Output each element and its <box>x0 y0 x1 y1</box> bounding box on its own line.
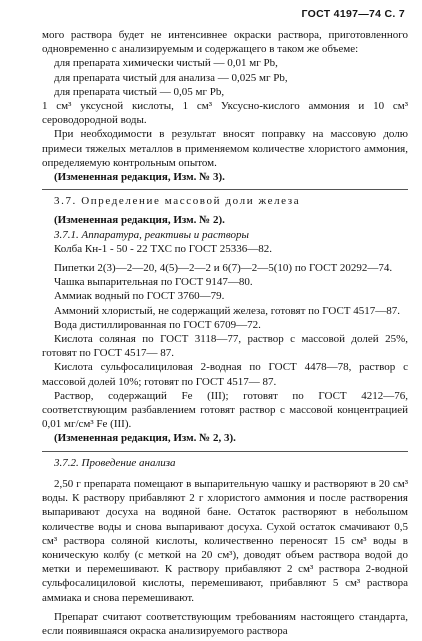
list-item-pure: для препарата чистый — 0,05 мг Pb, <box>54 85 225 98</box>
amendment-note-2: (Измененная редакция, Изм. № 2). <box>54 214 225 227</box>
item-iron-solution: Раствор, содержащий Fe (III); готовят по ГОСТ 4212—76, соответствующим разбавлением готовят раствор с массовой концентрацией 0,01 мг/см³ Fe (III). <box>42 389 408 431</box>
paragraph-continuation: мого раствора будет не интенсивнее окраски раствора, приготовленного одновременно с анализируемым и содержащего в таком же объеме: <box>42 29 408 56</box>
section-divider-2 <box>42 451 408 452</box>
item-hydrochloric-acid: Кислота соляная по ГОСТ 3118—77, раствор с массовой долей 25%, готовят по ГОСТ 4517— 87. <box>42 333 408 360</box>
paragraph-conclusion: Препарат считают соответствующим требованиям настоящего стандарта, если появившаяся окраска анализируемого раствора <box>42 610 408 637</box>
subsection-heading-apparatus: 3.7.1. Аппаратура, реактивы и растворы <box>54 228 249 241</box>
page-header: ГОСТ 4197—74 С. 7 <box>301 8 405 20</box>
document-body <box>42 28 408 638</box>
item-ammonia: Аммиак водный по ГОСТ 3760—79. <box>54 290 225 303</box>
item-evaporating-dish: Чашка выпарительная по ГОСТ 9147—80. <box>54 276 253 289</box>
section-heading-iron: 3.7. Определение массовой доли железа <box>54 195 301 208</box>
amendment-note-3: (Измененная редакция, Изм. № 3). <box>54 171 225 184</box>
list-item-chemically-pure: для препарата химически чистый — 0,01 мг Pb, <box>54 57 278 70</box>
section-divider <box>42 189 408 190</box>
item-flask: Колба Кн-1 - 50 - 22 ТХС по ГОСТ 25336—82. <box>54 242 273 255</box>
item-ammonium-chloride: Аммоний хлористый, не содержащий железа, готовят по ГОСТ 4517—87. <box>54 304 401 317</box>
item-sulfosalicylic-acid: Кислота сульфосалициловая 2-водная по ГОСТ 4478—78, раствор с массовой долей 10%; готовят по ГОСТ 4517— 87. <box>42 361 408 388</box>
item-pipettes: Пипетки 2(3)—2—20, 4(5)—2—2 и 6(7)—2—5(10) по ГОСТ 20292—74. <box>54 262 393 275</box>
paragraph-procedure: 2,50 г препарата помещают в выпарительную чашку и растворяют в 20 см³ воды. К раствору прибавляют 2 г хлористого аммония и после растворения выпаривают досуха на водяной бане. Остаток растворяют в небольшом количестве воды и снова выпаривают досуха. Сухой остаток смачивают 0,5 см³ раствора соляной кислоты, количественно переносят 15 см³ воды в коническую колбу (с меткой на 20 см³), доводят объем раствора водой до метки и перемешивают. К раствору прибавляют 2 см³ раствора 2-водной сульфосалициловой кислоты, перемешивают, прибавляют 5 см³ раствора аммиака и снова перемешивают. <box>42 477 408 604</box>
amendment-note-2-3: (Измененная редакция, Изм. № 2, 3). <box>54 432 236 445</box>
paragraph-reagents-volume: 1 см³ уксусной кислоты, 1 см³ Уксусно-кислого аммония и 10 см³ сероводородной воды. <box>42 100 408 127</box>
paragraph-correction: При необходимости в результат вносят поправку на массовую долю примеси тяжелых металлов в применяемом количестве хлористого аммония, определяемую контрольным опытом. <box>42 128 408 169</box>
list-item-pure-for-analysis: для препарата чистый для анализа — 0,025 мг Pb, <box>54 71 288 84</box>
item-distilled-water: Вода дистиллированная по ГОСТ 6709—72. <box>54 318 261 331</box>
subsection-heading-analysis: 3.7.2. Проведение анализа <box>54 456 176 469</box>
